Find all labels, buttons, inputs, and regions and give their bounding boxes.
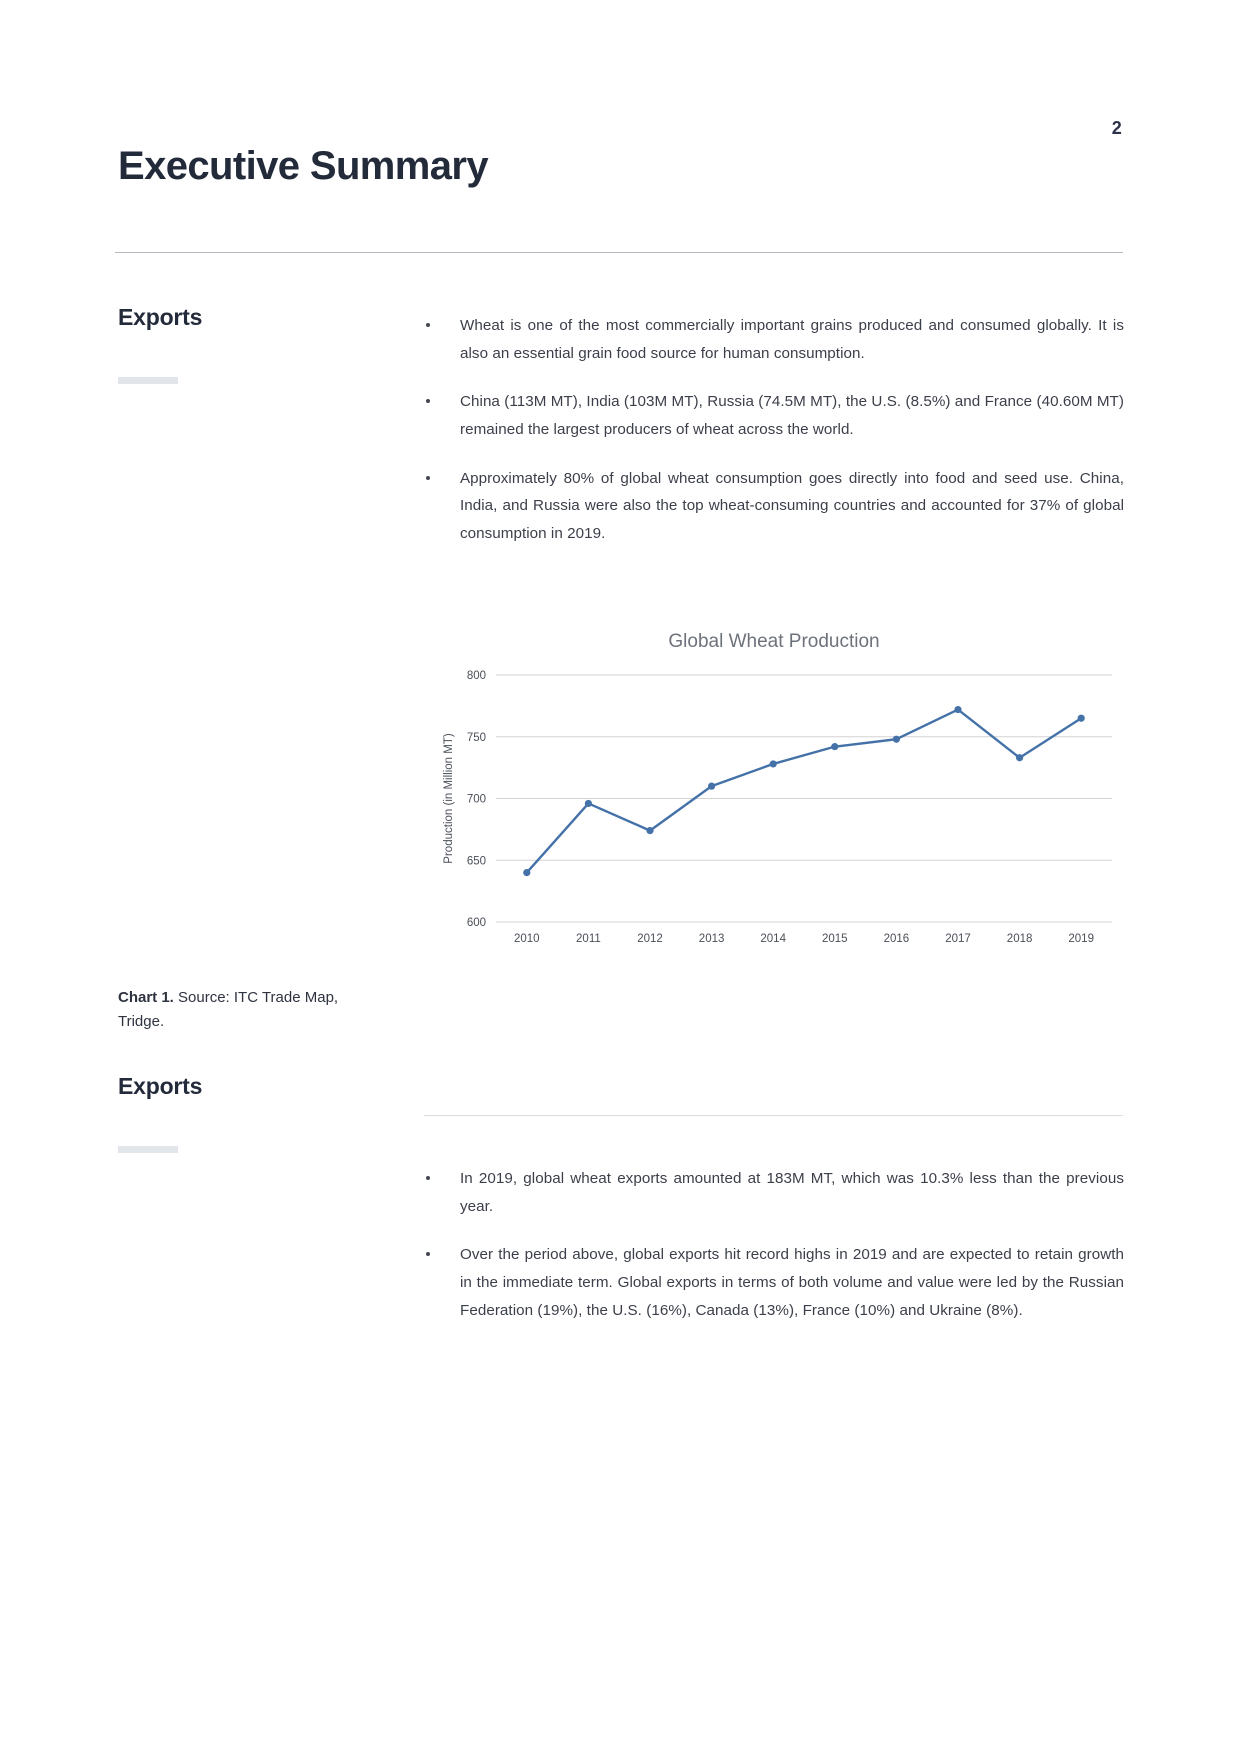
section-accent-bar-1 (118, 377, 178, 384)
chart-title: Global Wheat Production (668, 631, 880, 652)
x-axis-tick-label: 2016 (883, 933, 910, 945)
y-axis-title: Production (in Million MT) (443, 733, 455, 864)
list-item-text: Over the period above, global exports hit record highs in 2019 and are expected to retain growth in the immediate term. Global exports in terms of both volume and value were led by the Russian Federation (19%), the U.S. (16%), Canada (13%), France (10%) and Ukraine (8%). (460, 1246, 1124, 1319)
page-number: 2 (1111, 118, 1122, 138)
y-axis-tick-label: 650 (466, 855, 486, 868)
data-point-marker (770, 760, 777, 767)
list-item (424, 1241, 1124, 1324)
header-divider (115, 252, 1123, 253)
data-point-marker (893, 736, 900, 743)
bullet-dot-icon (426, 1176, 430, 1180)
x-axis-tick-label: 2017 (945, 933, 971, 945)
series-line (527, 710, 1081, 873)
data-point-marker (831, 743, 838, 750)
bullet-list-2 (424, 1165, 1124, 1324)
x-axis-tick-label: 2015 (822, 933, 848, 945)
section-divider (424, 1115, 1123, 1116)
line-chart-svg (424, 625, 1124, 970)
y-axis-tick-label: 800 (466, 670, 486, 682)
y-axis-tick-label: 700 (466, 793, 486, 806)
bullet-dot-icon (426, 399, 430, 403)
y-axis-tick-label: 750 (466, 731, 486, 744)
list-item-text: Wheat is one of the most commercially important grains produced and consumed globally. It is also an essential grain food source for human consumption. (460, 317, 1124, 362)
chart-global-wheat-production (424, 625, 1124, 970)
bullet-dot-icon (426, 1252, 430, 1256)
data-point-marker (1078, 715, 1085, 722)
x-axis-tick-label: 2014 (760, 933, 786, 945)
chart-caption (118, 986, 368, 1035)
x-axis-tick-label: 2012 (637, 933, 663, 945)
bullet-dot-icon (426, 476, 430, 480)
chart-caption-prefix: Chart 1. (118, 989, 174, 1006)
list-item (424, 465, 1124, 548)
data-point-marker (954, 706, 961, 713)
x-axis-tick-label: 2011 (576, 933, 601, 945)
section-accent-bar-2 (118, 1146, 178, 1153)
bullet-dot-icon (426, 323, 430, 327)
list-item-text: China (113M MT), India (103M MT), Russia (74.5M MT), the U.S. (8.5%) and France (40.60M MT) remained the largest producers of wheat across the world. (460, 393, 1124, 438)
x-axis-tick-label: 2010 (514, 933, 540, 945)
list-item-text: In 2019, global wheat exports amounted at 183M MT, which was 10.3% less than the previous year. (460, 1170, 1124, 1215)
data-point-marker (1016, 754, 1023, 761)
list-item-text: Approximately 80% of global wheat consumption goes directly into food and seed use. China, India, and Russia were also the top wheat-consuming countries and accounted for 37% of global consumption in 2019. (460, 469, 1124, 542)
x-axis-tick-label: 2018 (1006, 933, 1033, 945)
data-point-marker (523, 869, 530, 876)
x-axis-tick-label: 2013 (698, 933, 725, 945)
data-point-marker (708, 783, 715, 790)
section-label-2: Exports (118, 1073, 203, 1099)
y-axis-tick-label: 600 (466, 917, 486, 929)
data-point-marker (585, 800, 592, 807)
section-label-1: Exports (118, 304, 203, 330)
list-item (424, 388, 1124, 443)
x-axis-tick-label: 2019 (1068, 933, 1094, 945)
data-point-marker (646, 827, 653, 834)
bullet-list-1 (424, 312, 1124, 548)
list-item (424, 312, 1124, 367)
list-item (424, 1165, 1124, 1220)
page-title: Executive Summary (118, 144, 488, 188)
chart-caption-text: Source: ITC Trade Map, Tridge. (118, 989, 339, 1031)
